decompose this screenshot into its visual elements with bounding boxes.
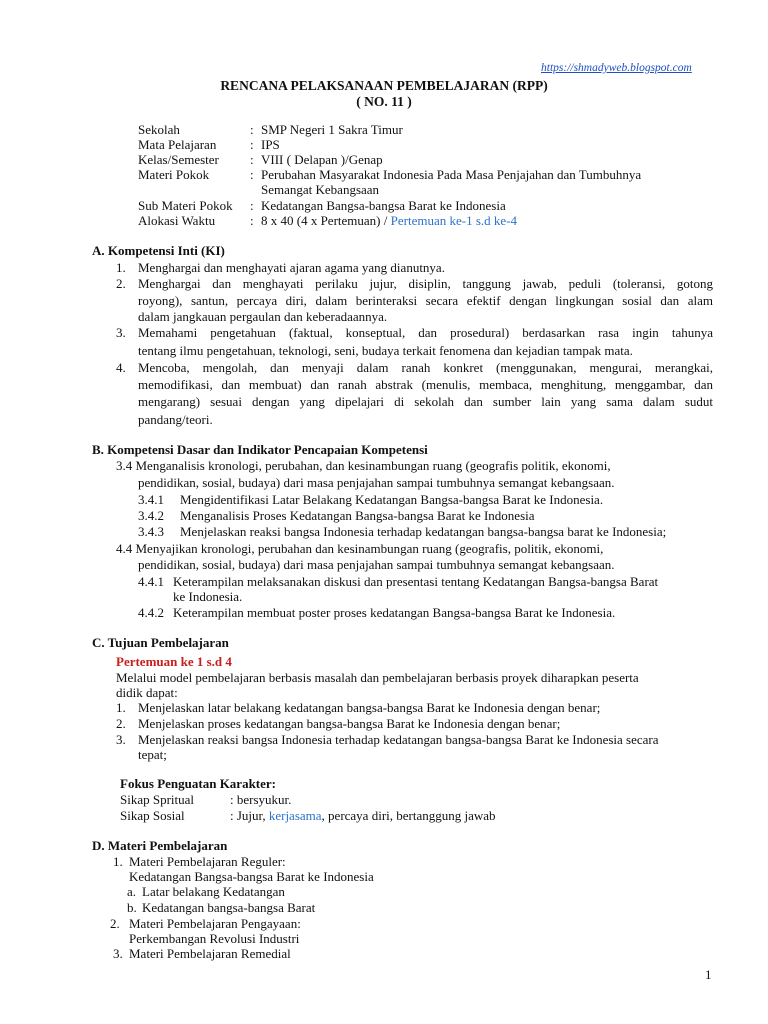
list-letter: b. bbox=[127, 900, 137, 915]
list-item-text: tepat; bbox=[138, 747, 167, 762]
list-number: 1. bbox=[116, 260, 126, 275]
list-item-text: tentang ilmu pengetahuan, teknologi, seni, budaya terkait fenomena dan kejadian tampak mata. bbox=[138, 343, 633, 358]
identity-value bbox=[261, 213, 517, 229]
list-number: 3. bbox=[116, 732, 126, 747]
identity-colon: : bbox=[250, 198, 254, 213]
section-d-heading: D. Materi Pembelajaran bbox=[92, 838, 228, 853]
indicator-number: 4.4.1 bbox=[138, 574, 164, 589]
list-item-text: Menjelaskan proses kedatangan bangsa-bangsa Barat ke Indonesia dengan benar; bbox=[138, 716, 561, 731]
identity-label: Sub Materi Pokok bbox=[138, 198, 233, 213]
meeting-label: Pertemuan ke 1 s.d 4 bbox=[116, 654, 232, 669]
indicator-text: Keterampilan melaksanakan diskusi dan presentasi tentang Kedatangan Bangsa-bangsa Barat bbox=[173, 574, 659, 589]
list-item-text: memodifikasi, dan membuat) dan ranah abstrak (menulis, membaca, menghitung, menggambar, dan bbox=[138, 377, 713, 392]
identity-label: Mata Pelajaran bbox=[138, 137, 217, 152]
document-number: ( NO. 11 ) bbox=[356, 94, 412, 109]
identity-label: Materi Pokok bbox=[138, 167, 210, 182]
identity-value: SMP Negeri 1 Sakra Timur bbox=[261, 122, 403, 137]
blog-url-link[interactable]: https://shmadyweb.blogspot.com bbox=[541, 62, 692, 74]
indicator-number: 3.4.3 bbox=[138, 524, 164, 539]
identity-colon: : bbox=[250, 137, 254, 152]
identity-colon: : bbox=[250, 167, 254, 182]
focus-value-pre: : Jujur, bbox=[230, 808, 269, 823]
identity-value: Perubahan Masyarakat Indonesia Pada Masa Penjajahan dan Tumbuhnya bbox=[261, 167, 642, 182]
list-number: 2. bbox=[116, 716, 126, 731]
identity-colon: : bbox=[250, 213, 254, 228]
indicator-text: Keterampilan membuat poster proses kedatangan Bangsa-bangsa Barat ke Indonesia. bbox=[173, 605, 616, 620]
focus-value: : bersyukur. bbox=[230, 792, 292, 807]
list-item-text: royong), santun, percaya diri, dalam berinteraksi secara efektif dengan lingkungan sosial dan alam bbox=[138, 293, 713, 308]
material-text: Materi Pembelajaran Remedial bbox=[129, 946, 291, 961]
material-text: Kedatangan bangsa-bangsa Barat bbox=[142, 900, 316, 915]
list-number: 1. bbox=[113, 854, 123, 869]
indicator-text: Menjelaskan reaksi bangsa Indonesia terhadap kedatangan bangsa-bangsa barat ke Indonesia; bbox=[180, 524, 667, 539]
identity-value-accent: Pertemuan ke-1 s.d ke-4 bbox=[390, 213, 517, 228]
identity-label: Sekolah bbox=[138, 122, 180, 137]
indicator-number: 3.4.2 bbox=[138, 508, 164, 523]
document-title: RENCANA PELAKSANAAN PEMBELAJARAN (RPP) bbox=[220, 78, 548, 93]
list-item-text: dalam jangkauan pergaulan dan keberadaannya. bbox=[138, 309, 388, 324]
list-item-text: pandang/teori. bbox=[138, 412, 213, 427]
material-text: Materi Pembelajaran Reguler: bbox=[129, 854, 286, 869]
identity-value-main: 8 x 40 (4 x Pertemuan) / bbox=[261, 213, 391, 228]
list-number: 1. bbox=[116, 700, 126, 715]
list-item-text: mengarang) sesuai dengan yang dipelajari di sekolah dan sumber lain yang sama dalam sudut bbox=[138, 394, 713, 409]
page-number: 1 bbox=[705, 967, 712, 982]
objective-intro: didik dapat: bbox=[116, 685, 178, 700]
indicator-number: 4.4.2 bbox=[138, 605, 164, 620]
indicator-text: Mengidentifikasi Latar Belakang Kedatangan Bangsa-bangsa Barat ke Indonesia. bbox=[180, 492, 604, 507]
focus-value-post: , percaya diri, bertanggung jawab bbox=[321, 808, 496, 823]
kd-3-4-text: 3.4 Menganalisis kronologi, perubahan, dan kesinambungan ruang (geografis politik, ekonomi, bbox=[116, 458, 611, 473]
section-b-heading: B. Kompetensi Dasar dan Indikator Pencapaian Kompetensi bbox=[92, 442, 428, 457]
identity-value: VIII ( Delapan )/Genap bbox=[261, 152, 383, 167]
list-number: 3. bbox=[116, 325, 126, 340]
material-text: Kedatangan Bangsa-bangsa Barat ke Indonesia bbox=[129, 869, 374, 884]
list-item-text: Menghargai dan menghayati ajaran agama yang dianutnya. bbox=[138, 260, 445, 275]
kd-4-4-text: pendidikan, sosial, budaya) dari masa penjajahan sampai tumbuhnya semangat kebangsaan. bbox=[138, 557, 615, 572]
section-a-heading: A. Kompetensi Inti (KI) bbox=[92, 243, 225, 258]
list-item-text: Menghargai dan menghayati perilaku jujur, disiplin, tanggung jawab, peduli (toleransi, gotong bbox=[138, 276, 713, 291]
objective-intro: Melalui model pembelajaran berbasis masalah dan pembelajaran berbasis proyek diharapkan peserta bbox=[116, 670, 639, 685]
list-letter: a. bbox=[127, 884, 137, 899]
list-item-text: Mencoba, mengolah, dan menyaji dalam ranah konkret (menggunakan, mengurai, merangkai, bbox=[138, 360, 713, 375]
indicator-text: ke Indonesia. bbox=[173, 589, 243, 604]
indicator-text: Menganalisis Proses Kedatangan Bangsa-bangsa Barat ke Indonesia bbox=[180, 508, 535, 523]
identity-label: Kelas/Semester bbox=[138, 152, 219, 167]
list-number: 2. bbox=[116, 276, 126, 291]
identity-value: IPS bbox=[261, 137, 280, 152]
focus-label: Sikap Sosial bbox=[120, 808, 185, 823]
list-number: 3. bbox=[113, 946, 123, 961]
identity-colon: : bbox=[250, 152, 254, 167]
focus-heading: Fokus Penguatan Karakter: bbox=[120, 776, 276, 791]
identity-colon: : bbox=[250, 122, 254, 137]
list-number: 2. bbox=[110, 916, 120, 931]
list-number: 4. bbox=[116, 360, 126, 375]
kd-3-4-text: pendidikan, sosial, budaya) dari masa penjajahan sampai tumbuhnya semangat kebangsaan. bbox=[138, 475, 615, 490]
section-c-heading: C. Tujuan Pembelajaran bbox=[92, 635, 229, 650]
list-item-text: Menjelaskan reaksi bangsa Indonesia terhadap kedatangan bangsa-bangsa Barat ke Indonesia secara bbox=[138, 732, 659, 747]
list-item-text: Memahami pengetahuan (faktual, konseptual, dan prosedural) berdasarkan rasa ingin tahunya bbox=[138, 325, 713, 340]
identity-label: Alokasi Waktu bbox=[138, 213, 216, 228]
material-text: Perkembangan Revolusi Industri bbox=[129, 931, 300, 946]
focus-value bbox=[230, 808, 496, 824]
material-text: Materi Pembelajaran Pengayaan: bbox=[129, 916, 301, 931]
focus-value-accent: kerjasama bbox=[268, 808, 322, 823]
identity-value: Kedatangan Bangsa-bangsa Barat ke Indonesia bbox=[261, 198, 506, 213]
material-text: Latar belakang Kedatangan bbox=[142, 884, 285, 899]
kd-4-4-text: 4.4 Menyajikan kronologi, perubahan dan kesinambungan ruang (geografis, politik, ekonomi, bbox=[116, 541, 604, 556]
list-item-text: Menjelaskan latar belakang kedatangan bangsa-bangsa Barat ke Indonesia dengan benar; bbox=[138, 700, 601, 715]
identity-value-continued: Semangat Kebangsaan bbox=[261, 182, 380, 197]
focus-label: Sikap Spritual bbox=[120, 792, 195, 807]
indicator-number: 3.4.1 bbox=[138, 492, 164, 507]
